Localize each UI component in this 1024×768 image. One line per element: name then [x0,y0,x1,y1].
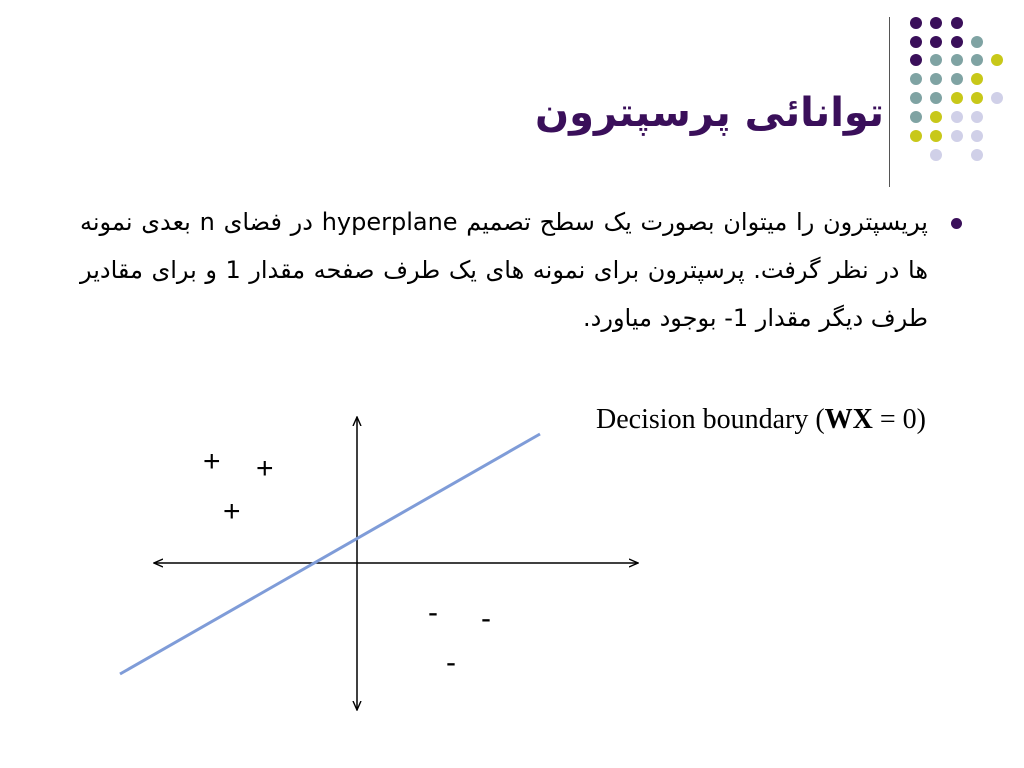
term-n: n [199,208,215,236]
paragraph-text-4: و برای مقادیر طرف دیگر مقدار [80,256,928,332]
value-minus-one: -1 [724,304,749,332]
plus-sample-1: + [203,445,221,478]
plus-sample-3: + [223,495,241,528]
paragraph-text-1: پریسپترون را میتوان بصورت یک سطح تصمیم [466,208,928,236]
paragraph-text-2: در فضای [223,208,313,236]
value-one: 1 [225,256,241,284]
decision-boundary-line [120,434,540,674]
term-hyperplane: hyperplane [321,208,458,236]
minus-sample-1: - [428,596,438,629]
minus-sample-3: - [446,646,456,679]
paragraph-text-5: بوجود میاورد. [583,304,717,332]
boundary-label-rest: = 0) [872,404,926,435]
boundary-label-text: Decision boundary ( [596,404,825,435]
paragraph-text-3: بعدی نمونه ها در نظر گرفت. پرسپترون برای نمونه های یک طرف صفحه مقدار [80,208,928,284]
plus-sample-2: + [256,452,274,485]
minus-sample-2: - [481,602,491,635]
slide-title: توانائی پرسپترون [534,90,884,136]
boundary-label-wx: WX [824,404,873,435]
